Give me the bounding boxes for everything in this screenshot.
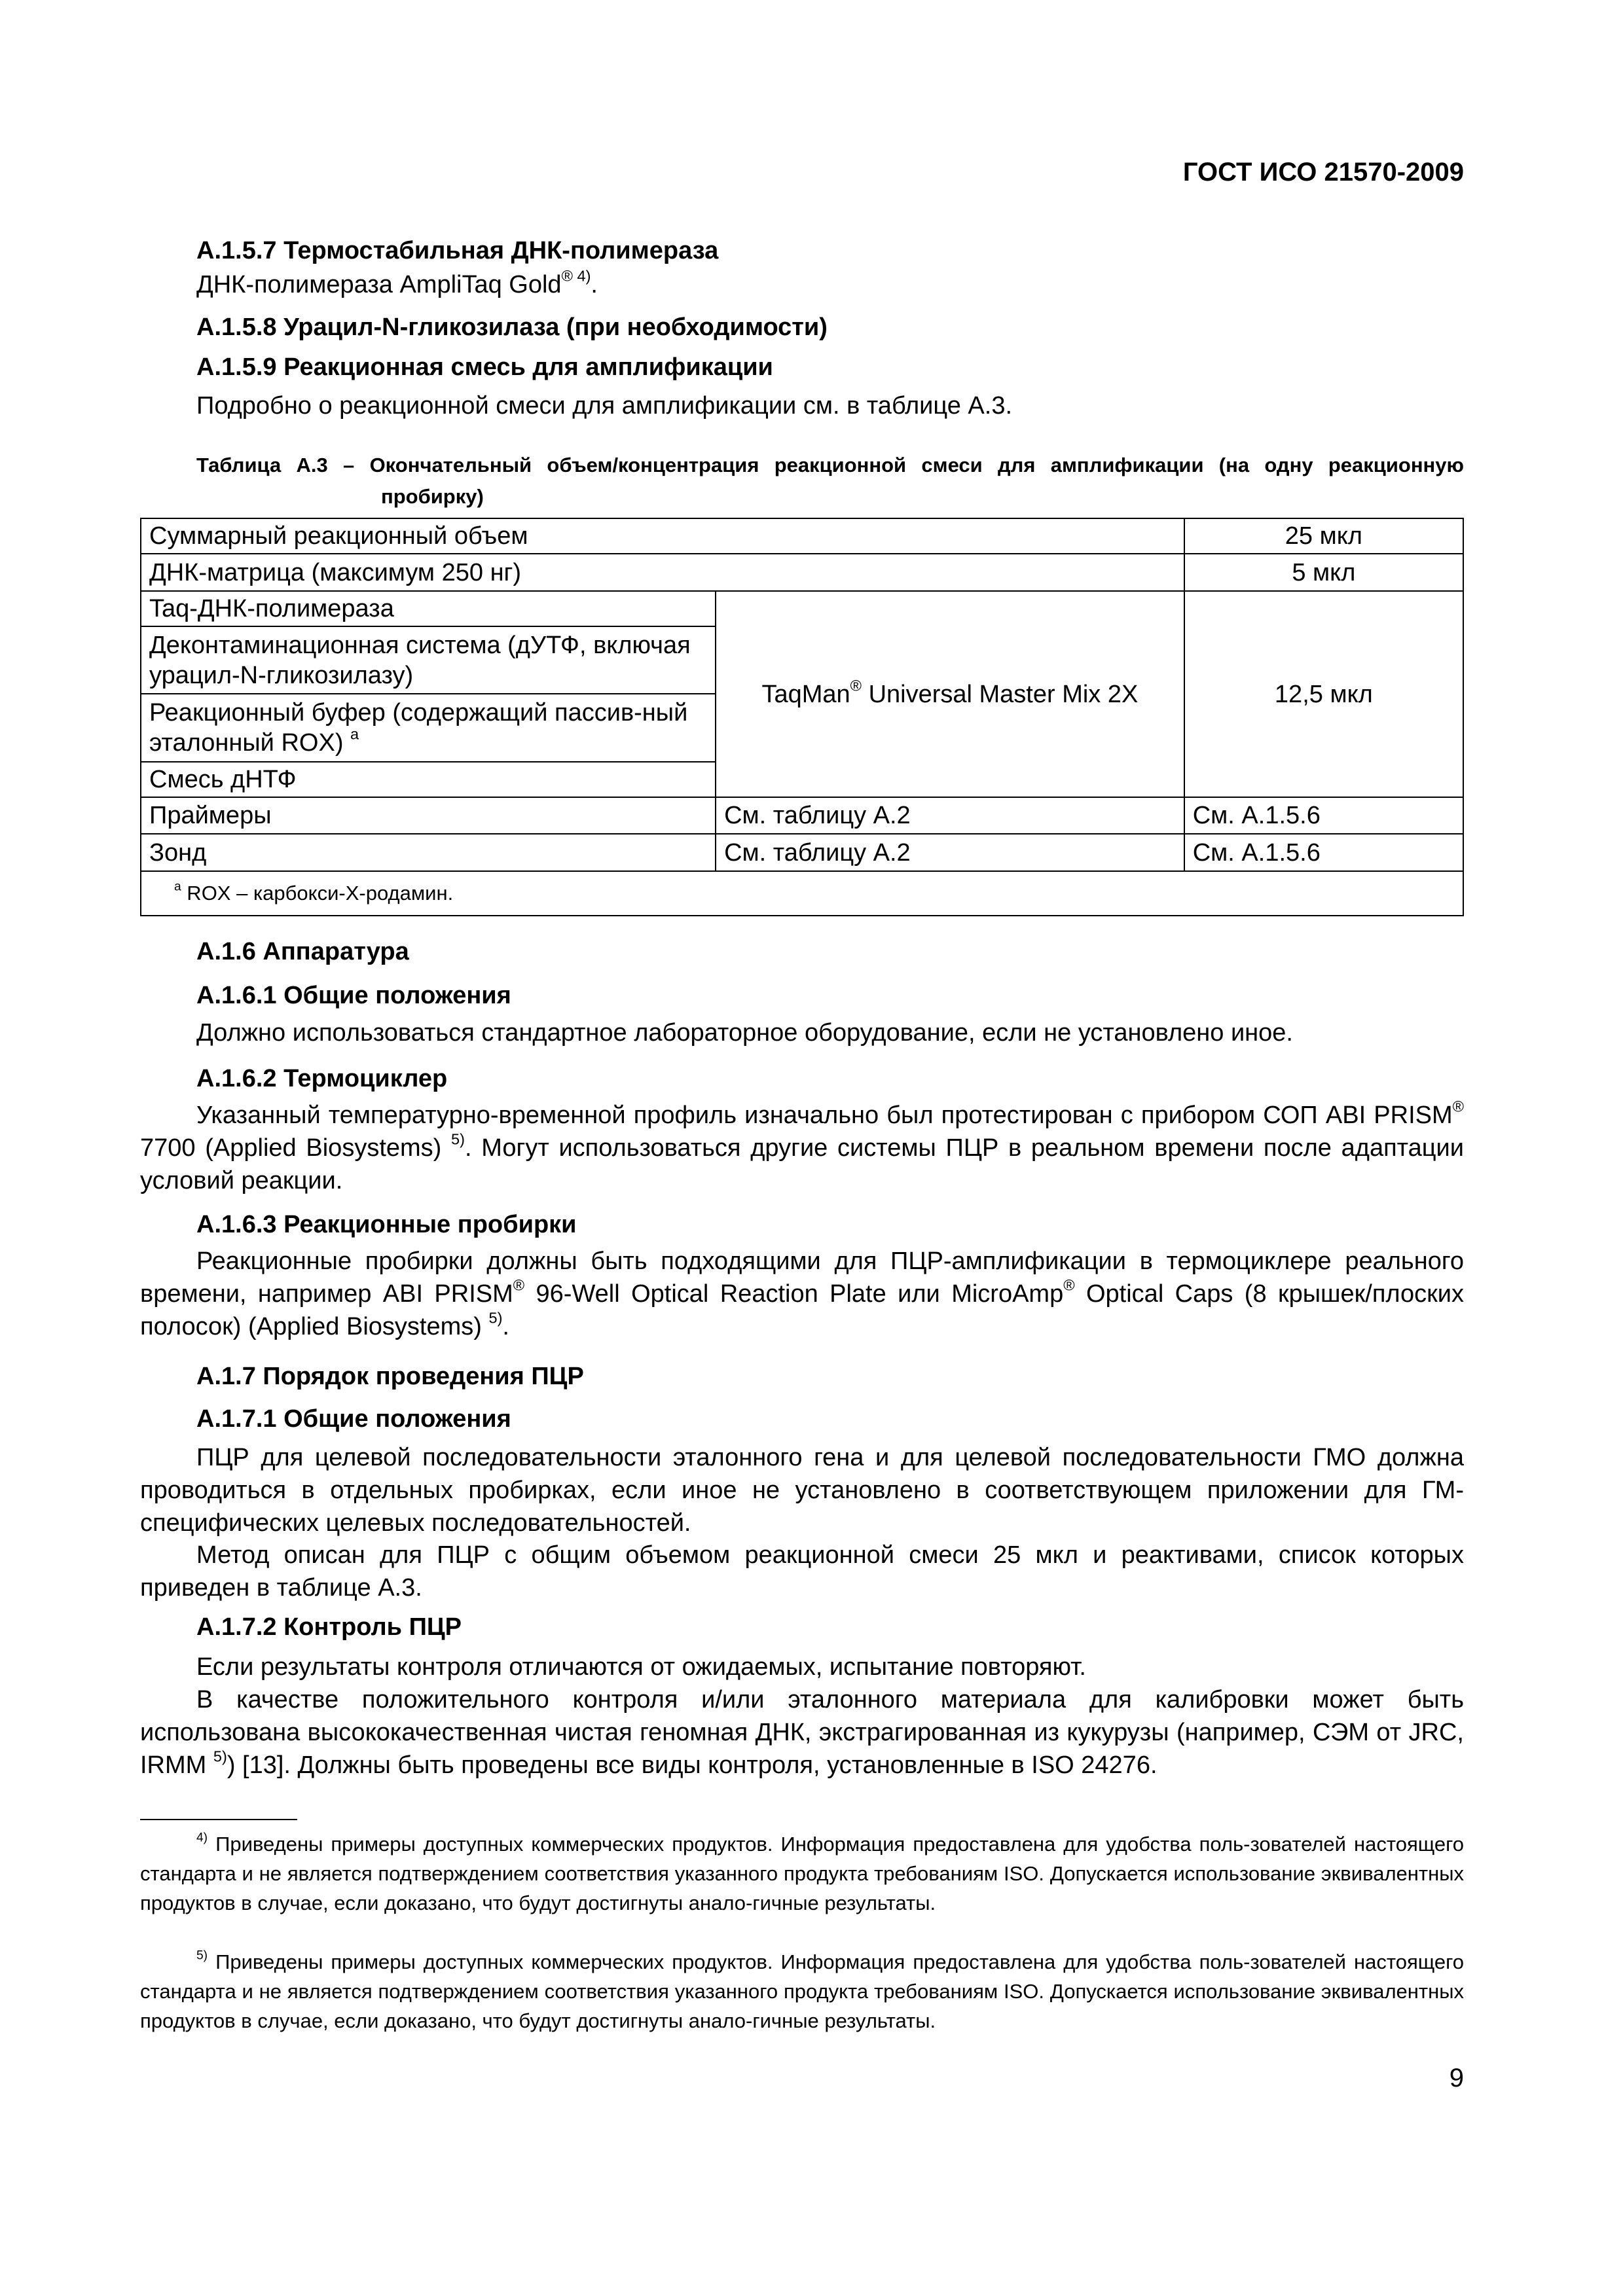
footnote-ref: 4) <box>572 267 591 285</box>
text: Реакционный буфер (содержащий пассив-ный эталонный ROX) <box>149 699 688 757</box>
reg-mark: ® <box>561 267 573 285</box>
text: 96-Well Optical Reaction Plate или MicroAmp <box>524 1280 1064 1308</box>
paragraph <box>140 1683 1464 1782</box>
text: Universal Master Mix 2X <box>862 680 1139 708</box>
table-row <box>141 518 1463 554</box>
text: ) [13]. Должны быть проведены все виды контроля, установленные в ISO 24276. <box>227 1751 1158 1779</box>
table-cell: Деконтаминационная система (дУТФ, включая урацил-N-гликозилазу) <box>141 626 716 694</box>
table-cell: См. таблицу А.2 <box>716 797 1184 834</box>
table-cell <box>141 694 716 762</box>
table-cell: Зонд <box>141 834 716 871</box>
table-row <box>141 834 1463 871</box>
table-row <box>141 797 1463 834</box>
reg-mark: ® <box>513 1276 525 1294</box>
footnote-ref: a <box>350 725 359 743</box>
text: 7700 (Applied Biosystems) <box>140 1134 452 1162</box>
table-cell: ДНК-матрица (максимум 250 нг) <box>141 554 1184 591</box>
reg-mark: ® <box>1452 1098 1464 1115</box>
table-cell: См. А.1.5.6 <box>1184 834 1463 871</box>
text: Приведены примеры доступных коммерческих продуктов. Информация предоставлена для удобства поль-зователей настоящего стандарта и не является подтверждением соответствия указанного продукта требованиям ISO. Допускается использование эквивалентных продуктов в случае, если доказано, что будут достигнуты анало-гичные результаты. <box>140 1950 1464 2032</box>
paragraph: Должно использоваться стандартное лабораторное оборудование, если не установлено иное. <box>196 1019 1293 1047</box>
paragraph: Метод описан для ПЦР с общим объемом реакционной смеси 25 мкл и реактивами, список которых приведен в таблице А.3. <box>140 1541 1464 1602</box>
footnote-mark: 4) <box>196 1831 208 1845</box>
text: Указанный температурно-временной профиль изначально был протестирован с прибором СОП ABI PRISM <box>196 1102 1453 1129</box>
text: ДНК-полимераза AmpliTaq Gold <box>196 271 562 298</box>
section-heading: А.1.5.9 Реакционная смесь для амплификации <box>196 353 773 381</box>
section-heading: А.1.5.8 Урацил-N-гликозилаза (при необходимости) <box>196 314 828 341</box>
reg-mark: ® <box>1063 1276 1075 1294</box>
text: . <box>502 1313 509 1340</box>
section-heading: А.1.6 Аппаратура <box>196 938 409 965</box>
table-footnote <box>141 871 1463 916</box>
paragraph: ПЦР для целевой последовательности эталонного гена и для целевой последовательности ГМО должна проводиться в отдельных пробирках, если иное не установлено в соответствующем приложении для ГМ-специфических целевых последовательностей. <box>140 1444 1464 1537</box>
reg-mark: ® <box>850 676 862 694</box>
table-cell: 25 мкл <box>1184 518 1463 554</box>
document-number: ГОСТ ИСО 21570-2009 <box>1182 158 1464 187</box>
footnote-ref: 5) <box>213 1748 227 1765</box>
section-heading: А.1.5.7 Термостабильная ДНК-полимераза <box>196 237 719 264</box>
section-heading: А.1.7.2 Контроль ПЦР <box>196 1613 462 1641</box>
text: . <box>591 271 598 298</box>
table-cell: Праймеры <box>141 797 716 834</box>
table-cell: 12,5 мкл <box>1184 591 1463 797</box>
section-heading: А.1.7.1 Общие положения <box>196 1405 511 1433</box>
table-cell: См. А.1.5.6 <box>1184 797 1463 834</box>
table-cell: 5 мкл <box>1184 554 1463 591</box>
table-cell <box>716 591 1184 797</box>
footnote-mark: a <box>174 880 181 894</box>
footnote-divider <box>140 1819 297 1820</box>
table-cell: См. таблицу А.2 <box>716 834 1184 871</box>
table-footnote-row <box>141 871 1463 916</box>
footnote <box>140 1829 1464 1918</box>
text: В качестве положительного контроля и/или эталонного материала для калибровки может быть использована высококачественная чистая геномная ДНК, экстрагированная из кукурузы (например, СЭМ от JRC, IRMM <box>140 1686 1464 1779</box>
section-heading: А.1.6.2 Термоциклер <box>196 1065 448 1092</box>
paragraph: Если результаты контроля отличаются от ожидаемых, испытание повторяют. <box>196 1653 1086 1681</box>
text: TaqMan <box>761 680 850 708</box>
section-heading: А.1.6.1 Общие положения <box>196 982 511 1009</box>
table-row <box>141 554 1463 591</box>
text: Optical Caps (8 крышек/плоских полосок) (Applied Biosystems) <box>140 1280 1465 1340</box>
section-heading: А.1.6.3 Реакционные пробирки <box>196 1211 577 1238</box>
table-caption: Таблица А.3 – Окончательный объем/концентрация реакционной смеси для амплификации (на одну реакционную пробирку) <box>196 454 1464 508</box>
table-row <box>141 591 1463 626</box>
page-number: 9 <box>1449 2064 1464 2092</box>
text: . Могут использоваться другие системы ПЦР в реальном времени после адаптации условий реакции. <box>140 1134 1464 1194</box>
text: Реакционные пробирки должны быть подходящими для ПЦР-амплификации в термоциклере реального времени, например ABI PRISM <box>140 1247 1464 1308</box>
footnote-ref: 5) <box>451 1130 465 1148</box>
footnote-ref: 5) <box>488 1309 503 1327</box>
section-text <box>196 268 598 301</box>
footnote-mark: 5) <box>196 1948 208 1963</box>
table-cell: Смесь дНТФ <box>141 762 716 797</box>
section-heading: А.1.7 Порядок проведения ПЦР <box>196 1363 584 1390</box>
table-cell: Суммарный реакционный объем <box>141 518 1184 554</box>
paragraph <box>140 1099 1464 1197</box>
reaction-mix-table <box>140 518 1464 916</box>
footnote <box>140 1947 1464 2036</box>
table-cell: Taq-ДНК-полимераза <box>141 591 716 626</box>
section-text: Подробно о реакционной смеси для амплификации см. в таблице А.3. <box>196 392 1013 420</box>
paragraph <box>140 1245 1464 1343</box>
text: Приведены примеры доступных коммерческих продуктов. Информация предоставлена для удобства поль-зователей настоящего стандарта и не является подтверждением соответствия указанного продукта требованиям ISO. Допускается использование эквивалентных продуктов в случае, если доказано, что будут достигнуты анало-гичные результаты. <box>140 1833 1464 1914</box>
text: ROX – карбокси-X-родамин. <box>181 882 454 905</box>
